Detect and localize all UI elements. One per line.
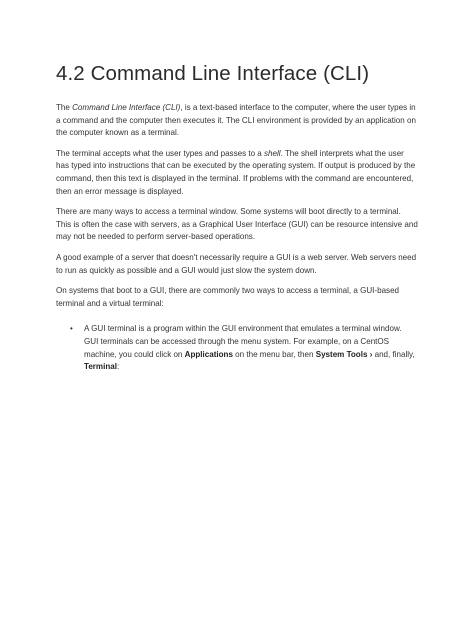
menu-applications: Applications: [184, 349, 233, 359]
menu-terminal: Terminal: [84, 362, 117, 372]
paragraph-access-ways: There are many ways to access a terminal window. Some systems will boot directly to a terminal. This is often the case with servers, as a Graphical User Interface (GUI) can be resource intensive and may not be needed to perform server-based operations.: [56, 207, 418, 242]
menu-system-tools: System Tools: [315, 349, 368, 359]
text-span: , is a text-based interface to the computer, where the user types in a command and the computer then executes it. The CLI environment is provided by an application on the computer known as a terminal.: [56, 103, 416, 138]
paragraph-terminal-shell: [56, 148, 418, 198]
bullet-icon: •: [70, 324, 73, 334]
text-span: on the menu bar, then: [232, 349, 316, 359]
section-title: 4.2 Command Line Interface (CLI): [56, 62, 370, 85]
text-span: and, finally,: [372, 349, 415, 359]
terminal-types-list: [56, 323, 418, 373]
text-span: . The shell interprets what the user has typed into instructions that can be executed by the operating system. If output is produced by the command, then this text is displayed in the terminal. If problems with the command are encountered, then an error message is displayed.: [56, 148, 416, 196]
emphasis-shell: shell: [264, 148, 281, 158]
paragraph-web-server-example: A good example of a server that doesn't necessarily require a GUI is a web server. Web servers need to run as quickly as possible and a GUI would just slow the system down.: [56, 252, 417, 275]
paragraph-gui-systems: On systems that boot to a GUI, there are commonly two ways to access a terminal, a GUI-based terminal and a virtual terminal:: [56, 286, 400, 308]
paragraph-cli-definition: [56, 102, 418, 140]
text-span: :: [116, 362, 120, 372]
text-span: A GUI terminal is a program within the GUI environment that emulates a terminal window. GUI terminals can be accessed through the menu system. For example, on a CentOS machine, you could click on: [84, 324, 402, 359]
text-span: The terminal accepts what the user types and passes to a: [56, 148, 264, 158]
list-item: [70, 323, 418, 373]
text-span: The: [56, 103, 73, 112]
emphasis-cli: Command Line Interface (CLI): [72, 103, 181, 112]
chevron-right-icon: ›: [369, 349, 373, 359]
